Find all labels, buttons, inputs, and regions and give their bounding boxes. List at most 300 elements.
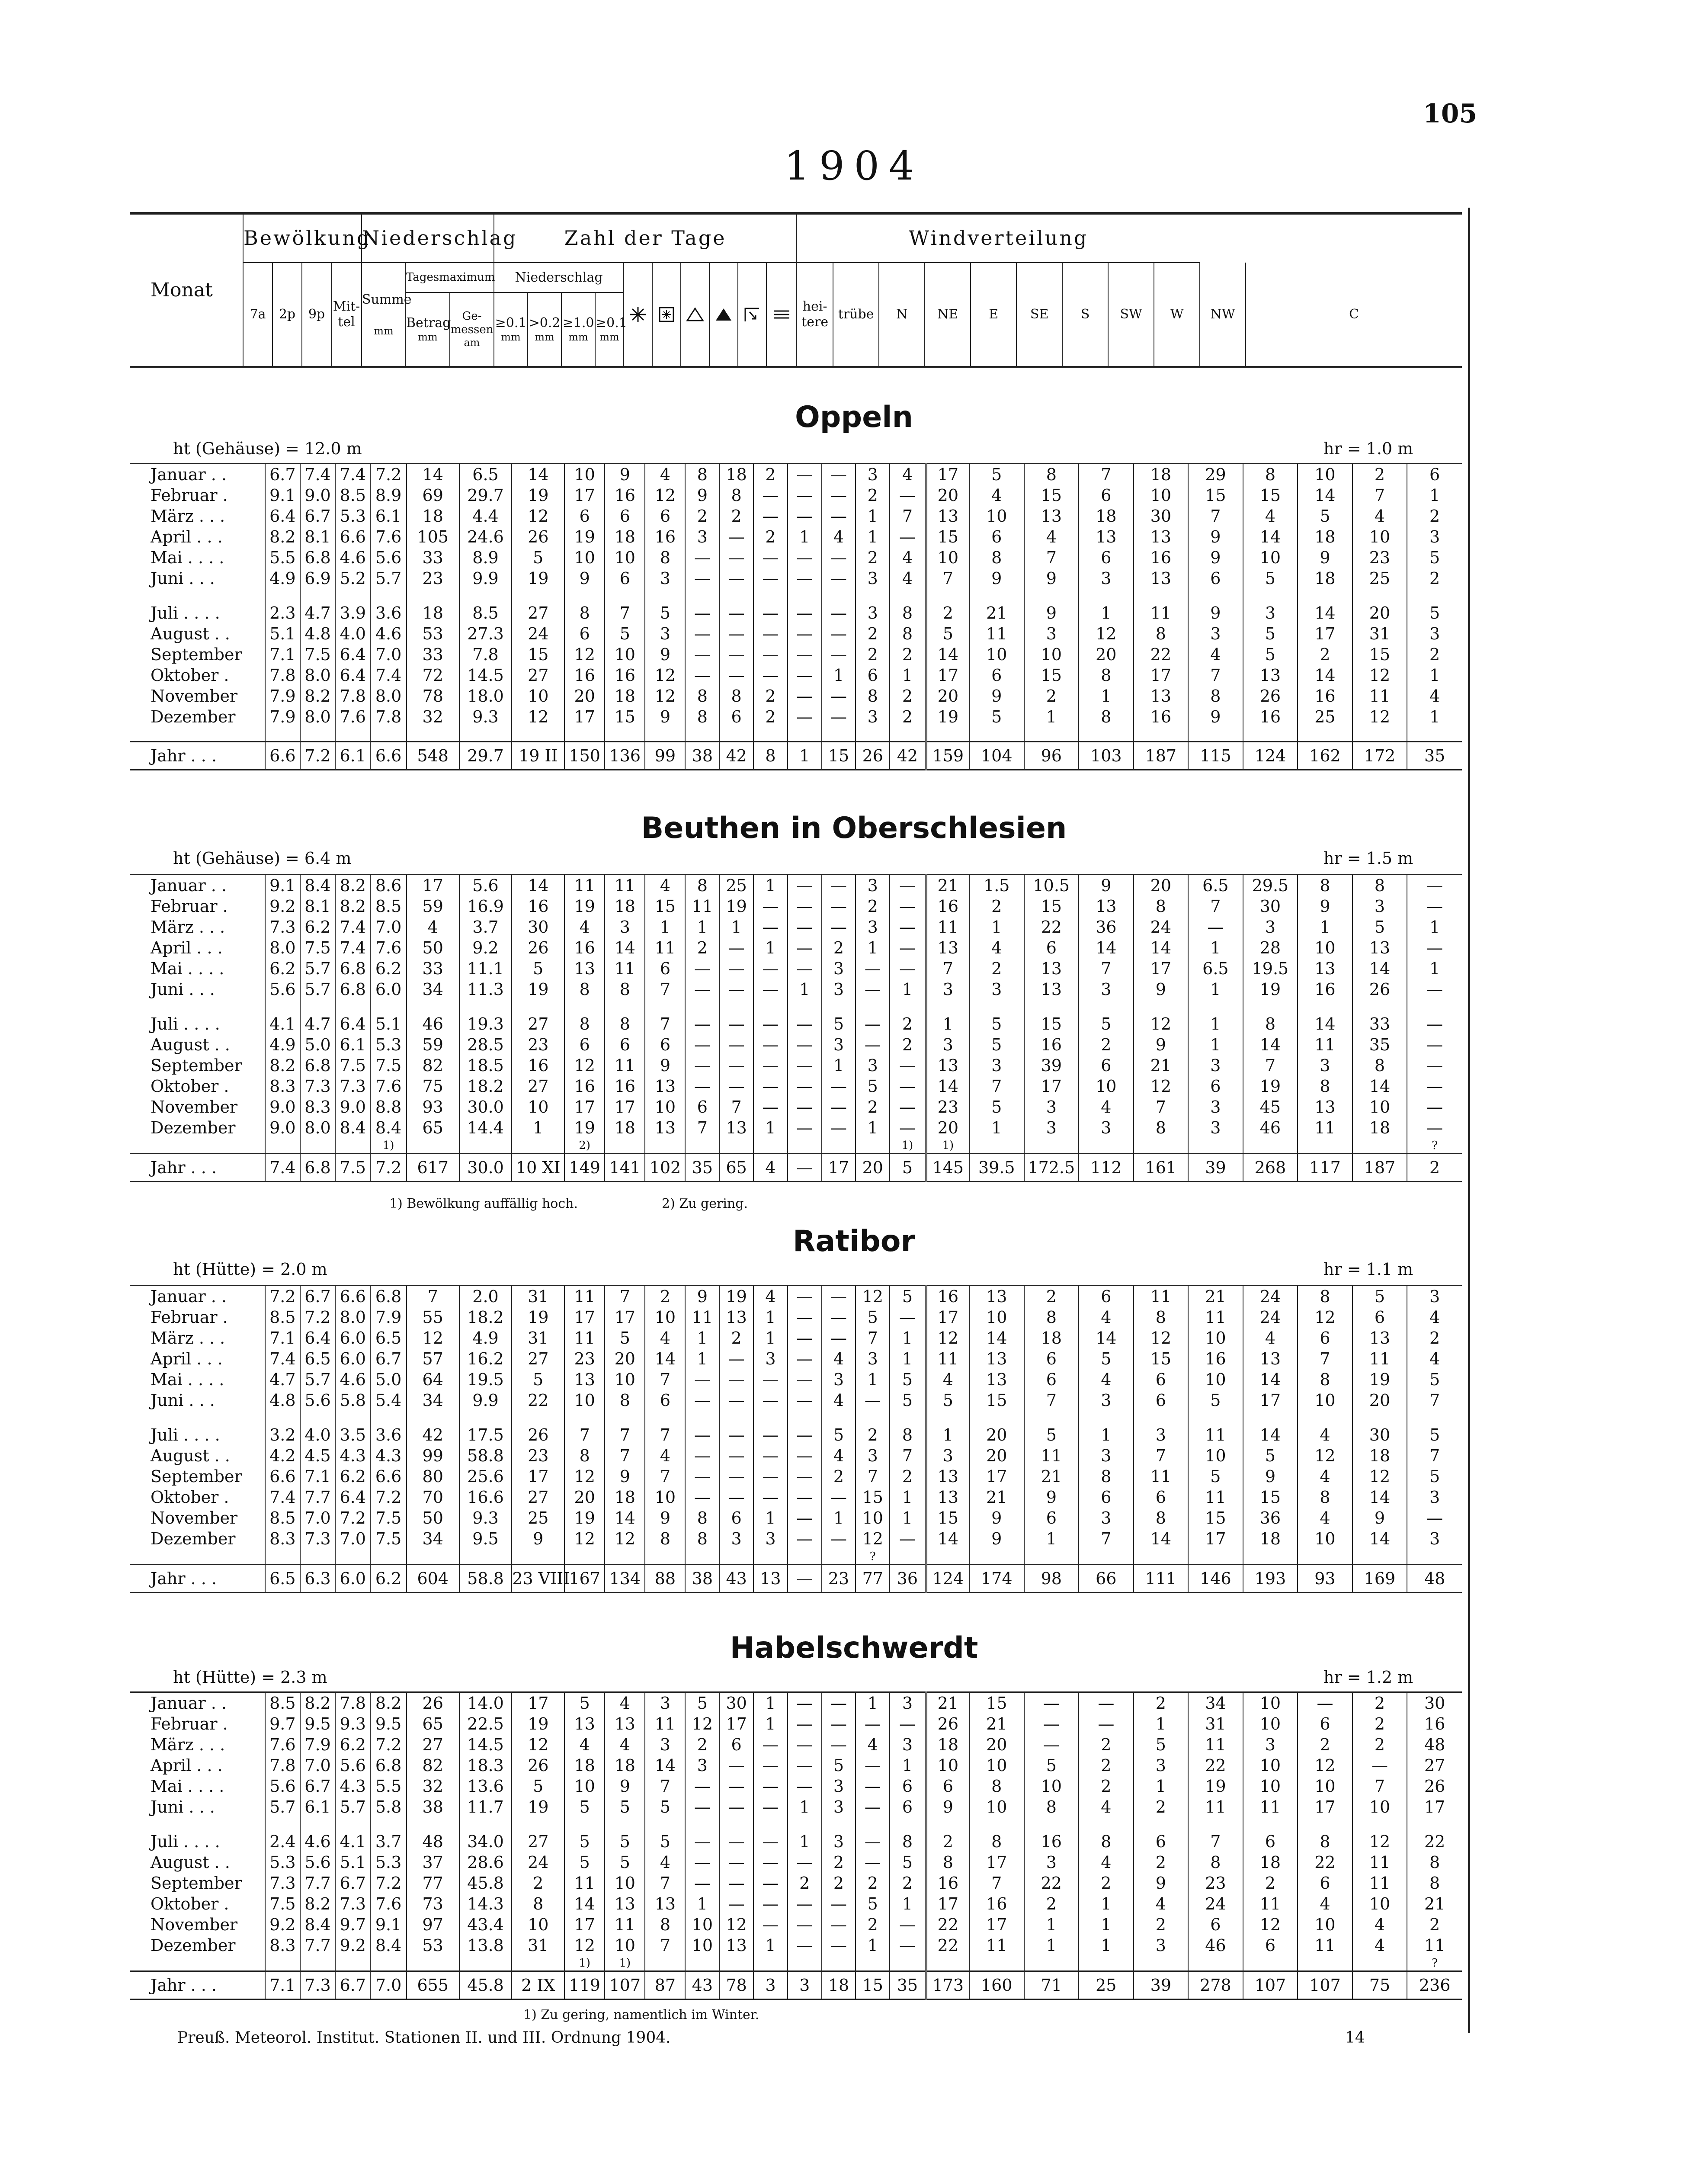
data-cell: 6 xyxy=(1079,547,1134,568)
page-number: 105 xyxy=(1423,99,1477,129)
data-cell: 7.9 xyxy=(300,1734,335,1755)
data-cell: 38 xyxy=(407,1797,459,1817)
data-cell: 3 xyxy=(753,1348,788,1369)
data-cell: 9 xyxy=(1352,1508,1407,1528)
data-cell: 14 xyxy=(1243,1425,1298,1445)
data-cell xyxy=(753,1817,788,1831)
data-cell: 4.7 xyxy=(300,1014,335,1034)
data-cell: 19 xyxy=(564,1117,605,1138)
spacer-row xyxy=(130,1411,1462,1425)
data-cell: 115 xyxy=(1188,742,1243,770)
data-cell: — xyxy=(753,1893,788,1914)
data-cell: 187 xyxy=(1134,742,1189,770)
data-cell: — xyxy=(788,1014,822,1034)
data-cell xyxy=(719,589,753,603)
data-cell xyxy=(1024,1817,1079,1831)
data-cell: 6 xyxy=(1188,568,1243,589)
data-cell: — xyxy=(788,1055,822,1076)
month-label xyxy=(130,1956,265,1971)
data-cell: 11 xyxy=(1352,1348,1407,1369)
data-cell: 7.3 xyxy=(265,917,300,937)
data-cell: 30 xyxy=(719,1692,753,1714)
data-cell xyxy=(1243,1138,1298,1154)
data-cell: 19 xyxy=(512,568,564,589)
data-cell: 4 xyxy=(890,547,926,568)
data-cell: 15 xyxy=(926,526,969,547)
data-cell: 19 xyxy=(512,1307,564,1328)
data-cell: 19 xyxy=(719,1286,753,1307)
station-hr: hr = 1.0 m xyxy=(1323,439,1413,458)
data-cell: 6.4 xyxy=(335,1487,370,1508)
data-cell: 14 xyxy=(1298,485,1352,506)
data-cell: 10 xyxy=(512,686,564,706)
data-cell xyxy=(719,1138,753,1154)
data-cell: 22 xyxy=(926,1914,969,1935)
month-label: April . . . xyxy=(151,1349,223,1368)
data-cell: 5 xyxy=(1243,1445,1298,1466)
data-cell xyxy=(1243,1956,1298,1971)
data-cell: 8 xyxy=(1298,875,1352,896)
data-cell: 16 xyxy=(1298,686,1352,706)
data-cell: 20 xyxy=(1134,875,1189,896)
data-cell: 9.5 xyxy=(300,1714,335,1734)
data-cell: 5 xyxy=(512,1776,564,1797)
data-cell xyxy=(512,1956,564,1971)
data-cell: 29.7 xyxy=(459,742,512,770)
data-cell: 48 xyxy=(1407,1565,1462,1593)
month-label: Mai . . . . xyxy=(151,548,224,567)
header-windverteilung: Windverteilung xyxy=(797,213,1200,263)
data-cell: 4.5 xyxy=(300,1445,335,1466)
month-row xyxy=(130,1734,1462,1755)
data-cell: 5.0 xyxy=(370,1369,407,1390)
data-cell xyxy=(1352,589,1407,603)
spacer-row xyxy=(130,589,1462,603)
data-cell: 21 xyxy=(926,875,969,896)
data-cell: 33 xyxy=(407,547,459,568)
header-monat: Monat xyxy=(130,213,243,367)
data-cell: 17 xyxy=(926,1893,969,1914)
data-cell xyxy=(969,1549,1024,1565)
data-cell: 7 xyxy=(1243,1055,1298,1076)
data-cell: 6 xyxy=(719,1734,753,1755)
data-cell: 7 xyxy=(969,1076,1024,1097)
data-cell: 8.3 xyxy=(265,1935,300,1956)
data-cell: 4.1 xyxy=(265,1014,300,1034)
data-cell: — xyxy=(1188,917,1243,937)
data-cell xyxy=(685,1956,719,1971)
data-cell: 6.1 xyxy=(335,1034,370,1055)
data-cell: 7 xyxy=(1079,464,1134,485)
data-cell xyxy=(753,1138,788,1154)
data-cell: 1 xyxy=(890,979,926,1000)
data-cell: 18.5 xyxy=(459,1055,512,1076)
data-cell xyxy=(459,1411,512,1425)
data-cell: — xyxy=(822,917,856,937)
header-thr-3-unit: mm xyxy=(599,331,619,343)
data-cell: ? xyxy=(1407,1956,1462,1971)
month-label xyxy=(130,1138,265,1154)
data-cell: 7 xyxy=(605,603,645,623)
data-cell: 3 xyxy=(822,1831,856,1852)
data-cell: 9 xyxy=(1134,1034,1189,1055)
data-cell xyxy=(335,1956,370,1971)
month-label: Dezember xyxy=(151,1118,236,1137)
data-cell: 7 xyxy=(605,1286,645,1307)
data-cell xyxy=(822,727,856,742)
data-cell xyxy=(1298,1411,1352,1425)
data-cell: 6.2 xyxy=(335,1466,370,1487)
data-cell xyxy=(1407,1549,1462,1565)
data-cell: 4 xyxy=(1079,1852,1134,1873)
data-cell: 8.8 xyxy=(370,1097,407,1117)
data-cell: 13 xyxy=(645,1076,685,1097)
data-cell: — xyxy=(822,875,856,896)
data-cell: 5.6 xyxy=(300,1390,335,1411)
data-cell: — xyxy=(719,603,753,623)
data-cell: 1 xyxy=(753,1328,788,1348)
data-cell: 10 xyxy=(1134,485,1189,506)
header-thr-1-unit: mm xyxy=(535,331,554,343)
data-cell: — xyxy=(890,875,926,896)
data-cell: 3 xyxy=(719,1528,753,1549)
header-gemessen xyxy=(450,292,494,367)
data-cell: — xyxy=(822,706,856,727)
data-cell: 3.6 xyxy=(370,1425,407,1445)
month-row xyxy=(130,958,1462,979)
data-cell: 18 xyxy=(1134,464,1189,485)
footnote: 1) Zu gering, namentlich im Winter. xyxy=(523,2007,759,2022)
data-cell: 18 xyxy=(605,1755,645,1776)
spacer-row xyxy=(130,1817,1462,1831)
data-cell: — xyxy=(856,1034,890,1055)
data-cell: 8.2 xyxy=(300,1692,335,1714)
data-cell: — xyxy=(856,979,890,1000)
data-cell: 50 xyxy=(407,937,459,958)
data-cell: 14 xyxy=(645,1755,685,1776)
data-cell: 35 xyxy=(890,1971,926,1999)
data-cell: 71 xyxy=(1024,1971,1079,1999)
data-cell: 18 xyxy=(564,1755,605,1776)
data-cell: 43.4 xyxy=(459,1914,512,1935)
data-cell: 18.2 xyxy=(459,1076,512,1097)
data-cell: 14 xyxy=(407,464,459,485)
data-cell: 19 xyxy=(512,979,564,1000)
data-cell: 1 xyxy=(1407,485,1462,506)
data-cell: — xyxy=(788,875,822,896)
data-cell: 27 xyxy=(512,1348,564,1369)
data-cell: 23 VIII xyxy=(512,1565,564,1593)
data-cell: 9 xyxy=(1134,1873,1189,1893)
data-cell: 9 xyxy=(1024,568,1079,589)
data-cell xyxy=(564,589,605,603)
month-label: Januar . . xyxy=(130,1286,265,1307)
data-cell: 6.5 xyxy=(300,1348,335,1369)
data-cell: 31 xyxy=(512,1286,564,1307)
data-cell: 16 xyxy=(1134,706,1189,727)
data-cell: 7.2 xyxy=(265,1286,300,1307)
header-summe-unit: mm xyxy=(374,324,394,337)
data-cell: 2 xyxy=(969,896,1024,917)
data-cell: 72 xyxy=(407,665,459,686)
data-cell: 7 xyxy=(1188,665,1243,686)
data-cell: 7.7 xyxy=(300,1487,335,1508)
data-cell: 1 xyxy=(1407,917,1462,937)
data-cell: 8.2 xyxy=(370,1692,407,1714)
data-cell: 5 xyxy=(1407,1369,1462,1390)
data-cell xyxy=(1079,1817,1134,1831)
data-cell xyxy=(1134,1817,1189,1831)
header-zahl-der-tage: Zahl der Tage xyxy=(494,213,797,263)
data-cell: 11 xyxy=(1188,1307,1243,1328)
data-cell: 7.0 xyxy=(300,1755,335,1776)
data-cell: 1 xyxy=(753,1307,788,1328)
data-cell: 7 xyxy=(719,1097,753,1117)
data-cell: — xyxy=(753,1466,788,1487)
data-cell: 21 xyxy=(969,1487,1024,1508)
data-cell: — xyxy=(1407,1097,1462,1117)
data-cell: 1 xyxy=(1188,979,1243,1000)
data-cell: 7.5 xyxy=(370,1508,407,1528)
data-cell: 15 xyxy=(1352,644,1407,665)
month-row xyxy=(130,896,1462,917)
data-cell: 1 xyxy=(822,665,856,686)
data-cell: 4.0 xyxy=(300,1425,335,1445)
data-cell: 5.4 xyxy=(370,1390,407,1411)
data-cell: 17 xyxy=(719,1714,753,1734)
data-cell: 20 xyxy=(564,1487,605,1508)
data-cell: 12 xyxy=(1243,1914,1298,1935)
data-cell: — xyxy=(890,485,926,506)
data-cell: 20 xyxy=(564,686,605,706)
data-cell: 25 xyxy=(1352,568,1407,589)
data-cell: 7.1 xyxy=(265,1328,300,1348)
data-cell: 162 xyxy=(1298,742,1352,770)
data-cell: 15 xyxy=(1024,485,1079,506)
data-cell xyxy=(856,1000,890,1014)
data-cell: 7.1 xyxy=(265,644,300,665)
data-cell: 14 xyxy=(926,644,969,665)
data-cell: 17 xyxy=(969,1914,1024,1935)
data-cell: 2 xyxy=(685,506,719,526)
data-cell: — xyxy=(788,937,822,958)
data-cell: 1 xyxy=(1024,1528,1079,1549)
data-cell xyxy=(605,589,645,603)
data-cell: 9 xyxy=(645,1055,685,1076)
data-cell: 16 xyxy=(1024,1831,1079,1852)
data-cell: 5 xyxy=(890,1369,926,1390)
data-cell: — xyxy=(856,1755,890,1776)
data-cell: 3 xyxy=(1188,1117,1243,1138)
data-cell: 14.5 xyxy=(459,1734,512,1755)
data-cell: 3 xyxy=(856,1348,890,1369)
data-cell: 3 xyxy=(822,1776,856,1797)
data-cell: 5.5 xyxy=(370,1776,407,1797)
data-cell: 6 xyxy=(1134,1369,1189,1390)
data-cell: — xyxy=(788,1097,822,1117)
data-cell: 4.2 xyxy=(265,1445,300,1466)
data-cell xyxy=(407,1411,459,1425)
data-cell: 9.0 xyxy=(265,1117,300,1138)
data-cell: 6.7 xyxy=(300,506,335,526)
data-cell: 11 xyxy=(1352,686,1407,706)
data-cell: 7.3 xyxy=(300,1076,335,1097)
data-cell xyxy=(335,1549,370,1565)
data-cell xyxy=(719,1411,753,1425)
data-cell: 7.0 xyxy=(300,1508,335,1528)
data-cell: 7 xyxy=(1188,1831,1243,1852)
data-cell: 2 xyxy=(753,706,788,727)
data-cell: 39 xyxy=(1188,1154,1243,1182)
data-cell: 46 xyxy=(1188,1935,1243,1956)
data-cell: 5.5 xyxy=(265,547,300,568)
data-cell: 4 xyxy=(969,937,1024,958)
data-cell xyxy=(605,727,645,742)
data-cell: 8 xyxy=(1298,1831,1352,1852)
data-cell: 14 xyxy=(969,1328,1024,1348)
month-row xyxy=(130,1076,1462,1097)
data-cell: — xyxy=(719,1487,753,1508)
data-cell: 27 xyxy=(512,665,564,686)
data-cell: 1 xyxy=(856,506,890,526)
data-cell: 8.9 xyxy=(459,547,512,568)
data-cell: 58.8 xyxy=(459,1445,512,1466)
data-cell: 10 xyxy=(1298,464,1352,485)
spacer-row xyxy=(130,1000,1462,1014)
month-label: September xyxy=(151,1874,242,1893)
data-cell: 4.3 xyxy=(335,1776,370,1797)
data-cell: 3 xyxy=(753,1971,788,1999)
data-cell: 2 xyxy=(1243,1873,1298,1893)
data-cell: 23 xyxy=(407,568,459,589)
data-cell: — xyxy=(685,979,719,1000)
data-cell xyxy=(459,727,512,742)
data-cell xyxy=(1407,1000,1462,1014)
data-cell: 6 xyxy=(564,623,605,644)
data-cell: 8 xyxy=(856,686,890,706)
data-cell: 21 xyxy=(969,1714,1024,1734)
data-cell: 5 xyxy=(926,623,969,644)
data-cell: 15 xyxy=(1134,1348,1189,1369)
data-cell: 22 xyxy=(1298,1852,1352,1873)
data-cell: 7.9 xyxy=(265,706,300,727)
data-cell: 6 xyxy=(1134,1831,1189,1852)
data-cell: 2 xyxy=(1407,506,1462,526)
data-cell: 2) xyxy=(564,1138,605,1154)
data-cell: 32 xyxy=(407,1776,459,1797)
data-cell: 5.7 xyxy=(300,1369,335,1390)
data-cell: 6.7 xyxy=(265,464,300,485)
data-cell xyxy=(407,1000,459,1014)
data-cell: 4.7 xyxy=(265,1369,300,1390)
data-cell: 3 xyxy=(645,1692,685,1714)
data-cell: 19 xyxy=(926,706,969,727)
data-cell: 2 xyxy=(1079,1034,1134,1055)
data-cell: 8 xyxy=(1079,706,1134,727)
data-cell: 87 xyxy=(645,1971,685,1999)
data-cell: 11 xyxy=(685,1307,719,1328)
data-cell: 13 xyxy=(564,1369,605,1390)
station-table xyxy=(130,1691,1462,2000)
data-cell: 13 xyxy=(605,1714,645,1734)
month-row xyxy=(130,1831,1462,1852)
data-cell: 1 xyxy=(1407,665,1462,686)
data-cell xyxy=(300,1956,335,1971)
data-cell: 7 xyxy=(605,1425,645,1445)
data-cell: 12 xyxy=(1134,1076,1189,1097)
data-cell: 3 xyxy=(1079,1445,1134,1466)
data-cell: 11 xyxy=(926,1348,969,1369)
data-cell: — xyxy=(753,644,788,665)
data-cell: 9 xyxy=(969,1508,1024,1528)
data-cell: 9 xyxy=(605,464,645,485)
data-cell: 2 xyxy=(890,644,926,665)
data-cell: 4 xyxy=(753,1154,788,1182)
data-cell: 7 xyxy=(1079,958,1134,979)
data-cell: 4 xyxy=(1298,1466,1352,1487)
fog-icon xyxy=(772,306,791,323)
data-cell: 14 xyxy=(512,875,564,896)
data-cell: 19.5 xyxy=(1243,958,1298,979)
data-cell: 11 xyxy=(645,937,685,958)
data-cell: 1 xyxy=(788,526,822,547)
data-cell: 9 xyxy=(1188,547,1243,568)
data-cell: 17 xyxy=(564,1307,605,1328)
data-cell: 3 xyxy=(926,979,969,1000)
data-cell: 8 xyxy=(969,1831,1024,1852)
data-cell: 4 xyxy=(890,464,926,485)
data-cell: 2 xyxy=(856,623,890,644)
data-cell: 7.8 xyxy=(265,1755,300,1776)
data-cell: 6 xyxy=(1298,1873,1352,1893)
data-cell xyxy=(1079,1411,1134,1425)
data-cell: 2.3 xyxy=(265,603,300,623)
data-cell: 10 xyxy=(1352,1893,1407,1914)
data-cell: 3 xyxy=(926,1445,969,1466)
month-label xyxy=(130,1549,265,1565)
data-cell: 13.6 xyxy=(459,1776,512,1797)
data-cell: 8.0 xyxy=(335,1307,370,1328)
data-cell: 7 xyxy=(890,506,926,526)
data-cell: 2 xyxy=(1352,1714,1407,1734)
data-cell xyxy=(1352,1549,1407,1565)
data-cell: 4 xyxy=(822,1445,856,1466)
data-cell: 12 xyxy=(605,1528,645,1549)
data-cell: 9 xyxy=(1188,706,1243,727)
data-cell: 1) xyxy=(890,1138,926,1154)
data-cell: 3 xyxy=(1188,1097,1243,1117)
data-cell: 31 xyxy=(512,1935,564,1956)
data-cell: — xyxy=(685,1055,719,1076)
data-cell: 12 xyxy=(564,1935,605,1956)
data-cell: 5 xyxy=(890,1286,926,1307)
data-cell: — xyxy=(719,1852,753,1873)
data-cell: 7.5 xyxy=(370,1528,407,1549)
data-cell: 6.7 xyxy=(335,1873,370,1893)
data-cell: 1 xyxy=(856,1117,890,1138)
data-cell: 4.6 xyxy=(335,1369,370,1390)
data-cell: 6.4 xyxy=(300,1328,335,1348)
data-cell: 75 xyxy=(407,1076,459,1097)
data-cell: 11 xyxy=(1243,1797,1298,1817)
data-cell: 82 xyxy=(407,1755,459,1776)
month-label: Februar . xyxy=(151,1714,228,1733)
data-cell: 4 xyxy=(822,1348,856,1369)
data-cell: 2 xyxy=(1298,1734,1352,1755)
month-label: Oktober . xyxy=(151,1488,229,1507)
data-cell: 14 xyxy=(1134,937,1189,958)
data-cell: 6.8 xyxy=(300,547,335,568)
